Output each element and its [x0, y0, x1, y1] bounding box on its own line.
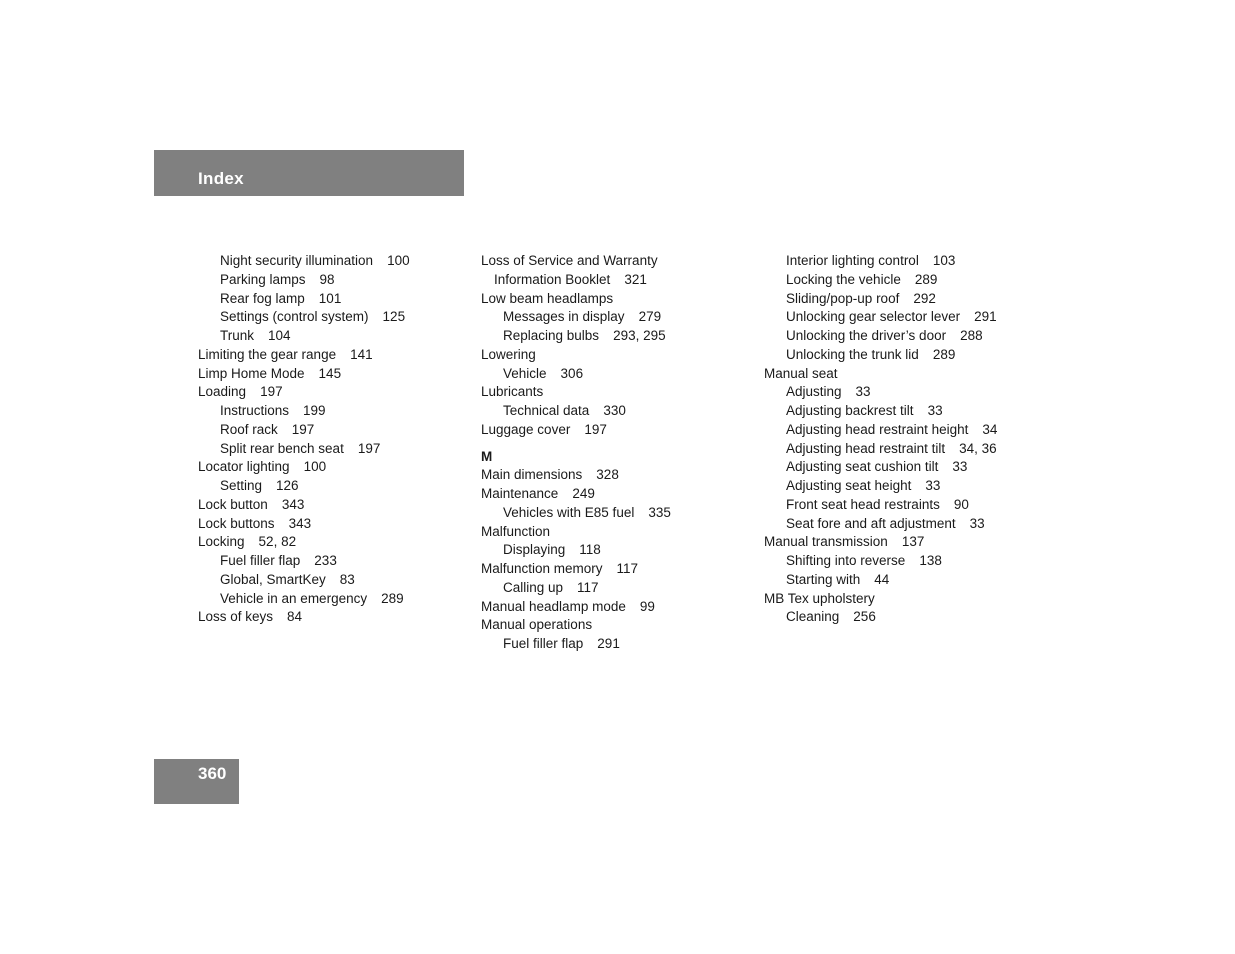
- index-page-ref[interactable]: 197: [260, 384, 283, 400]
- index-column-1: [198, 252, 468, 627]
- index-entry: [481, 383, 751, 402]
- index-entry: [481, 421, 751, 440]
- index-term: Unlocking gear selector lever: [786, 309, 961, 325]
- index-term: Settings (control system): [220, 309, 369, 325]
- index-term: Adjusting: [786, 384, 842, 400]
- index-page-ref[interactable]: 98: [319, 271, 335, 287]
- index-term: Low beam headlamps: [481, 290, 614, 306]
- index-entry: [481, 271, 751, 290]
- index-page-ref[interactable]: 117: [616, 561, 639, 576]
- index-term: Technical data: [503, 403, 590, 418]
- index-page-ref[interactable]: 328: [596, 467, 619, 483]
- index-page-ref[interactable]: 90: [953, 496, 969, 512]
- index-page-ref[interactable]: 330: [603, 403, 626, 418]
- index-term: Setting: [220, 478, 263, 493]
- index-page-ref[interactable]: 33: [855, 384, 871, 400]
- index-term: Trunk: [220, 328, 255, 343]
- index-page-ref[interactable]: 84: [287, 609, 303, 625]
- index-entry: [764, 421, 1034, 440]
- index-entry: [198, 327, 468, 346]
- index-entry: [764, 608, 1034, 627]
- index-page-ref[interactable]: 33: [969, 515, 985, 531]
- index-page-ref[interactable]: 289: [932, 346, 956, 362]
- index-page-ref[interactable]: 138: [919, 553, 942, 568]
- index-term: Messages in display: [503, 309, 625, 325]
- index-entry: [481, 560, 751, 579]
- index-entry: [198, 365, 468, 384]
- index-term: Loss of keys: [198, 609, 274, 625]
- index-entry: [481, 308, 751, 327]
- index-page-ref[interactable]: 126: [276, 478, 299, 493]
- index-term: Calling up: [503, 579, 564, 595]
- index-page-ref[interactable]: 101: [318, 290, 342, 306]
- index-entry: [764, 308, 1034, 327]
- index-page-ref[interactable]: 288: [960, 328, 983, 343]
- index-page-ref[interactable]: 103: [932, 253, 956, 268]
- index-term: Front seat head restraints: [786, 496, 940, 512]
- index-page-ref[interactable]: 118: [579, 542, 601, 558]
- index-page-ref[interactable]: 197: [357, 440, 381, 456]
- index-term: Limp Home Mode: [198, 365, 305, 381]
- index-page-ref[interactable]: 33: [952, 459, 968, 475]
- index-term: Adjusting backrest tilt: [786, 403, 914, 418]
- index-entry: [764, 477, 1034, 496]
- index-entry: [764, 383, 1034, 402]
- index-term: Split rear bench seat: [220, 440, 344, 456]
- index-entry: [198, 290, 468, 309]
- page-number-tab: [154, 759, 239, 804]
- index-page-ref[interactable]: 321: [624, 271, 647, 287]
- index-term: Parking lamps: [220, 271, 306, 287]
- index-term: Manual seat: [764, 365, 838, 381]
- index-term: Lowering: [481, 346, 536, 362]
- index-page-ref[interactable]: 289: [914, 271, 938, 287]
- index-term: Replacing bulbs: [503, 328, 600, 343]
- index-page-ref[interactable]: 34, 36: [959, 440, 997, 456]
- index-entry: [481, 402, 751, 421]
- index-term: Unlocking the driver’s door: [786, 328, 947, 343]
- index-entry: [198, 402, 468, 421]
- index-entry: [481, 504, 751, 523]
- index-term: Adjusting head restraint tilt: [786, 440, 946, 456]
- index-page-ref[interactable]: 343: [281, 496, 305, 512]
- index-term: M: [481, 448, 493, 464]
- index-entry: [198, 533, 468, 552]
- index-page-ref[interactable]: 292: [913, 290, 936, 306]
- index-page-ref[interactable]: 141: [350, 346, 373, 362]
- index-entry: [764, 327, 1034, 346]
- index-entry: [764, 290, 1034, 309]
- index-term: Manual headlamp mode: [481, 598, 626, 614]
- index-entry: [764, 252, 1034, 271]
- index-page-ref[interactable]: 33: [925, 478, 941, 493]
- index-term: Malfunction memory: [481, 561, 603, 576]
- index-page-ref[interactable]: 291: [597, 636, 620, 651]
- index-entry: [481, 598, 751, 617]
- index-page-ref[interactable]: 125: [382, 309, 406, 325]
- index-section-letter: [481, 448, 751, 467]
- index-entry: [198, 590, 468, 609]
- index-term: Unlocking the trunk lid: [786, 346, 919, 362]
- index-page-ref[interactable]: 306: [560, 365, 584, 381]
- index-term: Seat fore and aft adjustment: [786, 515, 956, 531]
- index-term: Interior lighting control: [786, 253, 919, 268]
- index-page-ref[interactable]: 291: [974, 309, 997, 325]
- index-entry: [481, 616, 751, 635]
- index-page-ref[interactable]: 104: [268, 328, 291, 343]
- index-entry: [198, 458, 468, 477]
- index-page-ref[interactable]: 289: [381, 590, 404, 606]
- index-entry: [481, 541, 751, 560]
- index-entry: [198, 383, 468, 402]
- index-entry: [198, 477, 468, 496]
- index-page-ref[interactable]: 99: [639, 598, 655, 614]
- index-page-ref[interactable]: 100: [303, 459, 327, 475]
- index-page-ref[interactable]: 145: [318, 365, 342, 381]
- index-term: Loss of Service and Warranty: [481, 253, 658, 268]
- index-term: Manual transmission: [764, 534, 888, 550]
- index-entry: [481, 579, 751, 598]
- index-entry: [764, 271, 1034, 290]
- index-page-ref[interactable]: 52, 82: [258, 534, 297, 550]
- index-page-ref[interactable]: 335: [648, 504, 671, 520]
- index-entry: [198, 440, 468, 459]
- page-number: 360: [198, 764, 227, 783]
- index-term: Fuel filler flap: [503, 636, 584, 651]
- index-term: Vehicles with E85 fuel: [503, 504, 635, 520]
- index-page-ref[interactable]: 197: [291, 421, 315, 437]
- index-page-ref[interactable]: 34: [982, 421, 998, 437]
- index-term: Instructions: [220, 403, 290, 418]
- index-page-ref[interactable]: 279: [638, 309, 662, 325]
- index-entry: [481, 635, 751, 654]
- index-term: Sliding/pop-up roof: [786, 290, 900, 306]
- index-entry: [764, 571, 1034, 590]
- index-column-3: [764, 252, 1034, 627]
- index-term: Vehicle in an emergency: [220, 590, 368, 606]
- index-page-ref[interactable]: 100: [387, 253, 410, 268]
- index-page-ref[interactable]: 117: [577, 579, 599, 595]
- index-entry: [198, 496, 468, 515]
- index-entry: [481, 485, 751, 504]
- index-entry: [764, 515, 1034, 534]
- index-term: Adjusting seat cushion tilt: [786, 459, 939, 475]
- index-term: Fuel filler flap: [220, 553, 301, 568]
- index-page-ref[interactable]: 343: [288, 515, 312, 531]
- index-page-ref[interactable]: 197: [584, 421, 607, 437]
- index-page-ref[interactable]: 256: [853, 609, 876, 625]
- index-term: Maintenance: [481, 486, 559, 501]
- index-term: Lubricants: [481, 384, 544, 400]
- index-term: Displaying: [503, 542, 566, 558]
- index-entry: [481, 327, 751, 346]
- index-page-ref[interactable]: 44: [874, 571, 890, 587]
- index-term: Night security illumination: [220, 253, 374, 268]
- index-entry: [198, 252, 468, 271]
- index-term: Vehicle: [503, 365, 547, 381]
- index-term: Starting with: [786, 571, 861, 587]
- index-entry: [198, 515, 468, 534]
- index-entry: [481, 252, 751, 271]
- index-entry: [764, 590, 1034, 609]
- index-entry: [764, 533, 1034, 552]
- index-entry: [764, 346, 1034, 365]
- index-term: Manual operations: [481, 617, 593, 633]
- index-page-ref[interactable]: 83: [339, 571, 355, 587]
- index-term: Malfunction: [481, 523, 551, 539]
- index-entry: [198, 308, 468, 327]
- index-term: Lock button: [198, 496, 268, 512]
- index-entry: [198, 608, 468, 627]
- index-entry: [764, 552, 1034, 571]
- index-term: Adjusting seat height: [786, 478, 912, 493]
- index-term: Roof rack: [220, 421, 278, 437]
- index-term: MB Tex upholstery: [764, 590, 875, 606]
- index-term: Limiting the gear range: [198, 346, 337, 362]
- index-term: Luggage cover: [481, 421, 571, 437]
- index-page-ref[interactable]: 249: [572, 486, 595, 501]
- index-entry: [198, 271, 468, 290]
- index-term: Lock buttons: [198, 515, 275, 531]
- index-entry: [481, 466, 751, 485]
- index-page-ref[interactable]: 137: [901, 534, 925, 550]
- index-term: Information Booklet: [494, 271, 611, 287]
- index-entry: [764, 458, 1034, 477]
- index-entry: [764, 365, 1034, 384]
- index-entry: [764, 440, 1034, 459]
- index-entry: [198, 421, 468, 440]
- index-entry: [198, 571, 468, 590]
- index-header-bar: [154, 150, 464, 196]
- index-page-ref[interactable]: 33: [927, 403, 943, 418]
- index-page-ref[interactable]: 199: [303, 403, 326, 418]
- index-entry: [481, 365, 751, 384]
- index-entry: [481, 290, 751, 309]
- index-term: Locking: [198, 534, 245, 550]
- index-term: Locator lighting: [198, 459, 290, 475]
- index-entry: [198, 346, 468, 365]
- index-entry: [764, 496, 1034, 515]
- index-entry: [198, 552, 468, 571]
- index-entry: [481, 346, 751, 365]
- index-term: Global, SmartKey: [220, 571, 326, 587]
- index-term: Loading: [198, 384, 247, 400]
- page-title: Index: [198, 169, 244, 188]
- index-entry: [764, 402, 1034, 421]
- index-entry: [481, 523, 751, 542]
- index-term: Shifting into reverse: [786, 553, 906, 568]
- index-term: Cleaning: [786, 609, 840, 625]
- index-page-ref[interactable]: 293, 295: [613, 328, 666, 343]
- index-term: Main dimensions: [481, 467, 583, 483]
- index-page-ref[interactable]: 233: [314, 553, 337, 568]
- index-column-2: [481, 252, 751, 654]
- index-term: Locking the vehicle: [786, 271, 901, 287]
- index-term: Adjusting head restraint height: [786, 421, 969, 437]
- index-term: Rear fog lamp: [220, 290, 305, 306]
